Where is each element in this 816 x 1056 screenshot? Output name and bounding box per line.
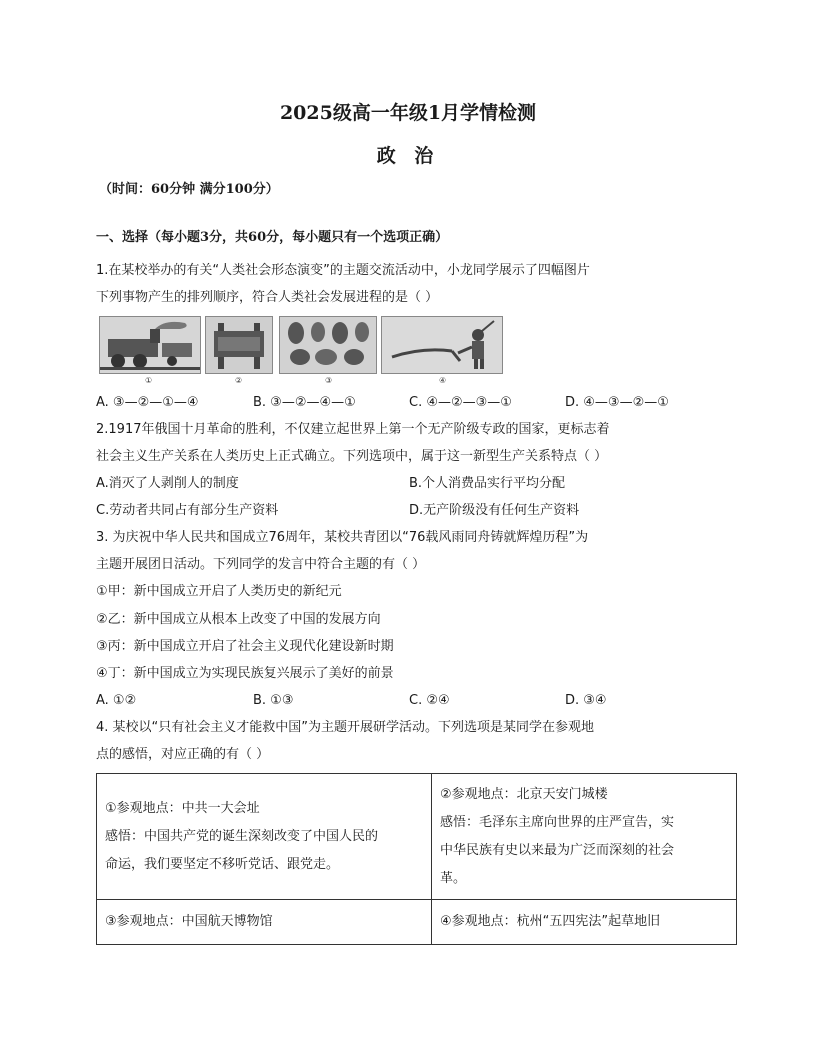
q1-caption: ② [235,376,243,385]
q3-option-d[interactable]: D. ③④ [565,693,607,708]
q1-option-d[interactable]: D. ④—③—②—① [565,395,669,410]
q4-line1: 4. 某校以“只有社会主义才能救中国”为主题开展研学活动。下列选项是某同学在参观地 [96,720,595,735]
q4-cell-2-place: ②参观地点：北京天安门城楼 [440,786,608,802]
q4-cell-3-place: ③参观地点：中国航天博物馆 [105,914,273,929]
q4-visit-table [96,773,737,945]
q3-option-a[interactable]: A. ①② [96,693,137,708]
q2-line1: 2.1917年俄国十月革命的胜利，不仅建立起世界上第一个无产阶级专政的国家，更标志着 [96,422,610,437]
q3-option-c[interactable]: C. ②④ [409,693,450,708]
q4-cell-1-note: 感悟：中国共产党的诞生深刻改变了中国人民的 [105,828,379,844]
exam-title: 2025级高一年级1月学情检测 [279,102,537,124]
q3-statement: ②乙：新中国成立从根本上改变了中国的发展方向 [96,612,381,627]
subject-title: 政 治 [376,145,440,167]
q1-line1: 1.在某校举办的有关“人类社会形态演变”的主题交流活动中，小龙同学展示了四幅图片 [96,263,590,278]
q4-cell-1 [97,774,432,900]
q3-statement: ④丁：新中国成立为实现民族复兴展示了美好的前景 [96,666,394,681]
steam-locomotive-image [99,316,201,374]
q2-line2: 社会主义生产关系在人类历史上正式确立。下列选项中，属于这一新型生产关系特点（ ） [96,449,608,464]
q4-line2: 点的感悟，对应正确的有（ ） [96,747,270,762]
q4-cell-2 [432,774,737,900]
bronze-ding-image [205,316,273,374]
q3-option-b[interactable]: B. ①③ [253,693,294,708]
q1-option-c[interactable]: C. ④—②—③—① [409,395,512,410]
q1-option-b[interactable]: B. ③—②—④—① [253,395,356,410]
q2-option-d[interactable]: D.无产阶级没有任何生产资料 [409,503,580,518]
q3-line2: 主题开展团日活动。下列同学的发言中符合主题的有（ ） [96,557,426,572]
q1-caption: ① [145,376,153,385]
q4-cell-1-note: 命运，我们要坚定不移听党话、跟党走。 [105,856,340,872]
q1-caption: ③ [325,376,333,385]
q4-cell-3 [97,900,432,945]
q4-cell-4 [432,900,737,945]
q4-cell-2-note: 感悟：毛泽东主席向世界的庄严宣告，实 [440,814,675,830]
q4-cell-1-place: ①参观地点：中共一大会址 [105,800,260,816]
ox-plough-image [381,316,503,374]
stone-tools-image [279,316,377,374]
q3-statement: ①甲：新中国成立开启了人类历史的新纪元 [96,584,342,599]
q1-caption: ④ [439,376,447,385]
q1-line2: 下列事物产生的排列顺序，符合人类社会发展进程的是（ ） [96,290,439,305]
q3-line1: 3. 为庆祝中华人民共和国成立76周年，某校共青团以“76载风雨同舟铸就辉煌历程”为 [96,530,589,545]
time-note: （时间：60分钟 满分100分） [99,182,279,197]
q3-statement: ③丙：新中国成立开启了社会主义现代化建设新时期 [96,639,394,654]
q2-option-a[interactable]: A.消灭了人剥削人的制度 [96,476,239,491]
q4-cell-2-note: 革。 [440,870,467,886]
q1-option-a[interactable]: A. ③—②—①—④ [96,395,199,410]
q2-option-b[interactable]: B.个人消费品实行平均分配 [409,476,566,491]
q4-cell-4-place: ④参观地点：杭州“五四宪法”起草地旧 [440,914,661,929]
q2-option-c[interactable]: C.劳动者共同占有部分生产资料 [96,503,279,518]
q4-cell-2-note: 中华民族有史以来最为广泛而深刻的社会 [440,842,675,858]
section-heading: 一、选择（每小题3分，共60分，每小题只有一个选项正确） [96,230,449,245]
